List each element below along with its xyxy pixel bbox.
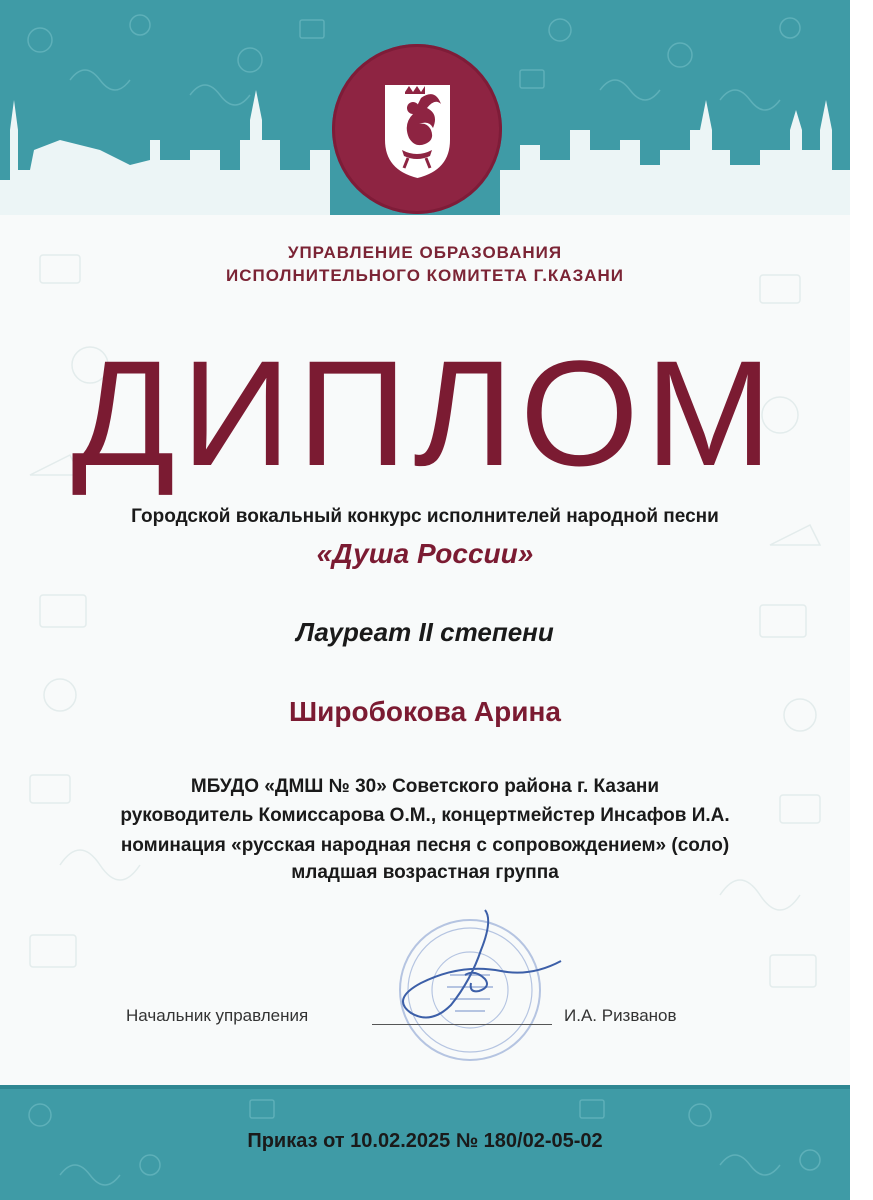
org-name-line-2: ИСПОЛНИТЕЛЬНОГО КОМИТЕТА Г.КАЗАНИ — [226, 266, 624, 285]
order-reference: Приказ от 10.02.2025 № 180/02-05-02 — [247, 1130, 603, 1152]
handwritten-signature-icon — [355, 905, 575, 1025]
award-level: Лауреат II степени — [296, 617, 554, 647]
participant-name: Широбокова Арина — [289, 696, 561, 727]
detail-age-group: младшая возрастная группа — [291, 862, 559, 883]
signature-line — [372, 1024, 552, 1025]
top-decorative-band — [0, 0, 850, 215]
diploma-title: ДИПЛОМ — [71, 329, 779, 497]
signer-role: Начальник управления — [126, 1006, 309, 1025]
detail-nomination: номинация «русская народная песня с сопровождением» (соло) — [120, 835, 730, 856]
detail-teachers: руководитель Комиссарова О.М., концертмейстер Инсафов И.А. — [120, 805, 730, 826]
contest-name: Городской вокальный конкурс исполнителей народной песни — [131, 506, 719, 527]
kazan-zilant-coat-of-arms-icon — [380, 80, 455, 180]
detail-school: МБУДО «ДМШ № 30» Советского района г. Казани — [190, 776, 660, 797]
signer-name: И.А. Ризванов — [564, 1006, 677, 1025]
scan-margin — [850, 0, 873, 1200]
org-name-line-1: УПРАВЛЕНИЕ ОБРАЗОВАНИЯ — [287, 243, 563, 262]
contest-title: «Душа России» — [316, 538, 534, 569]
